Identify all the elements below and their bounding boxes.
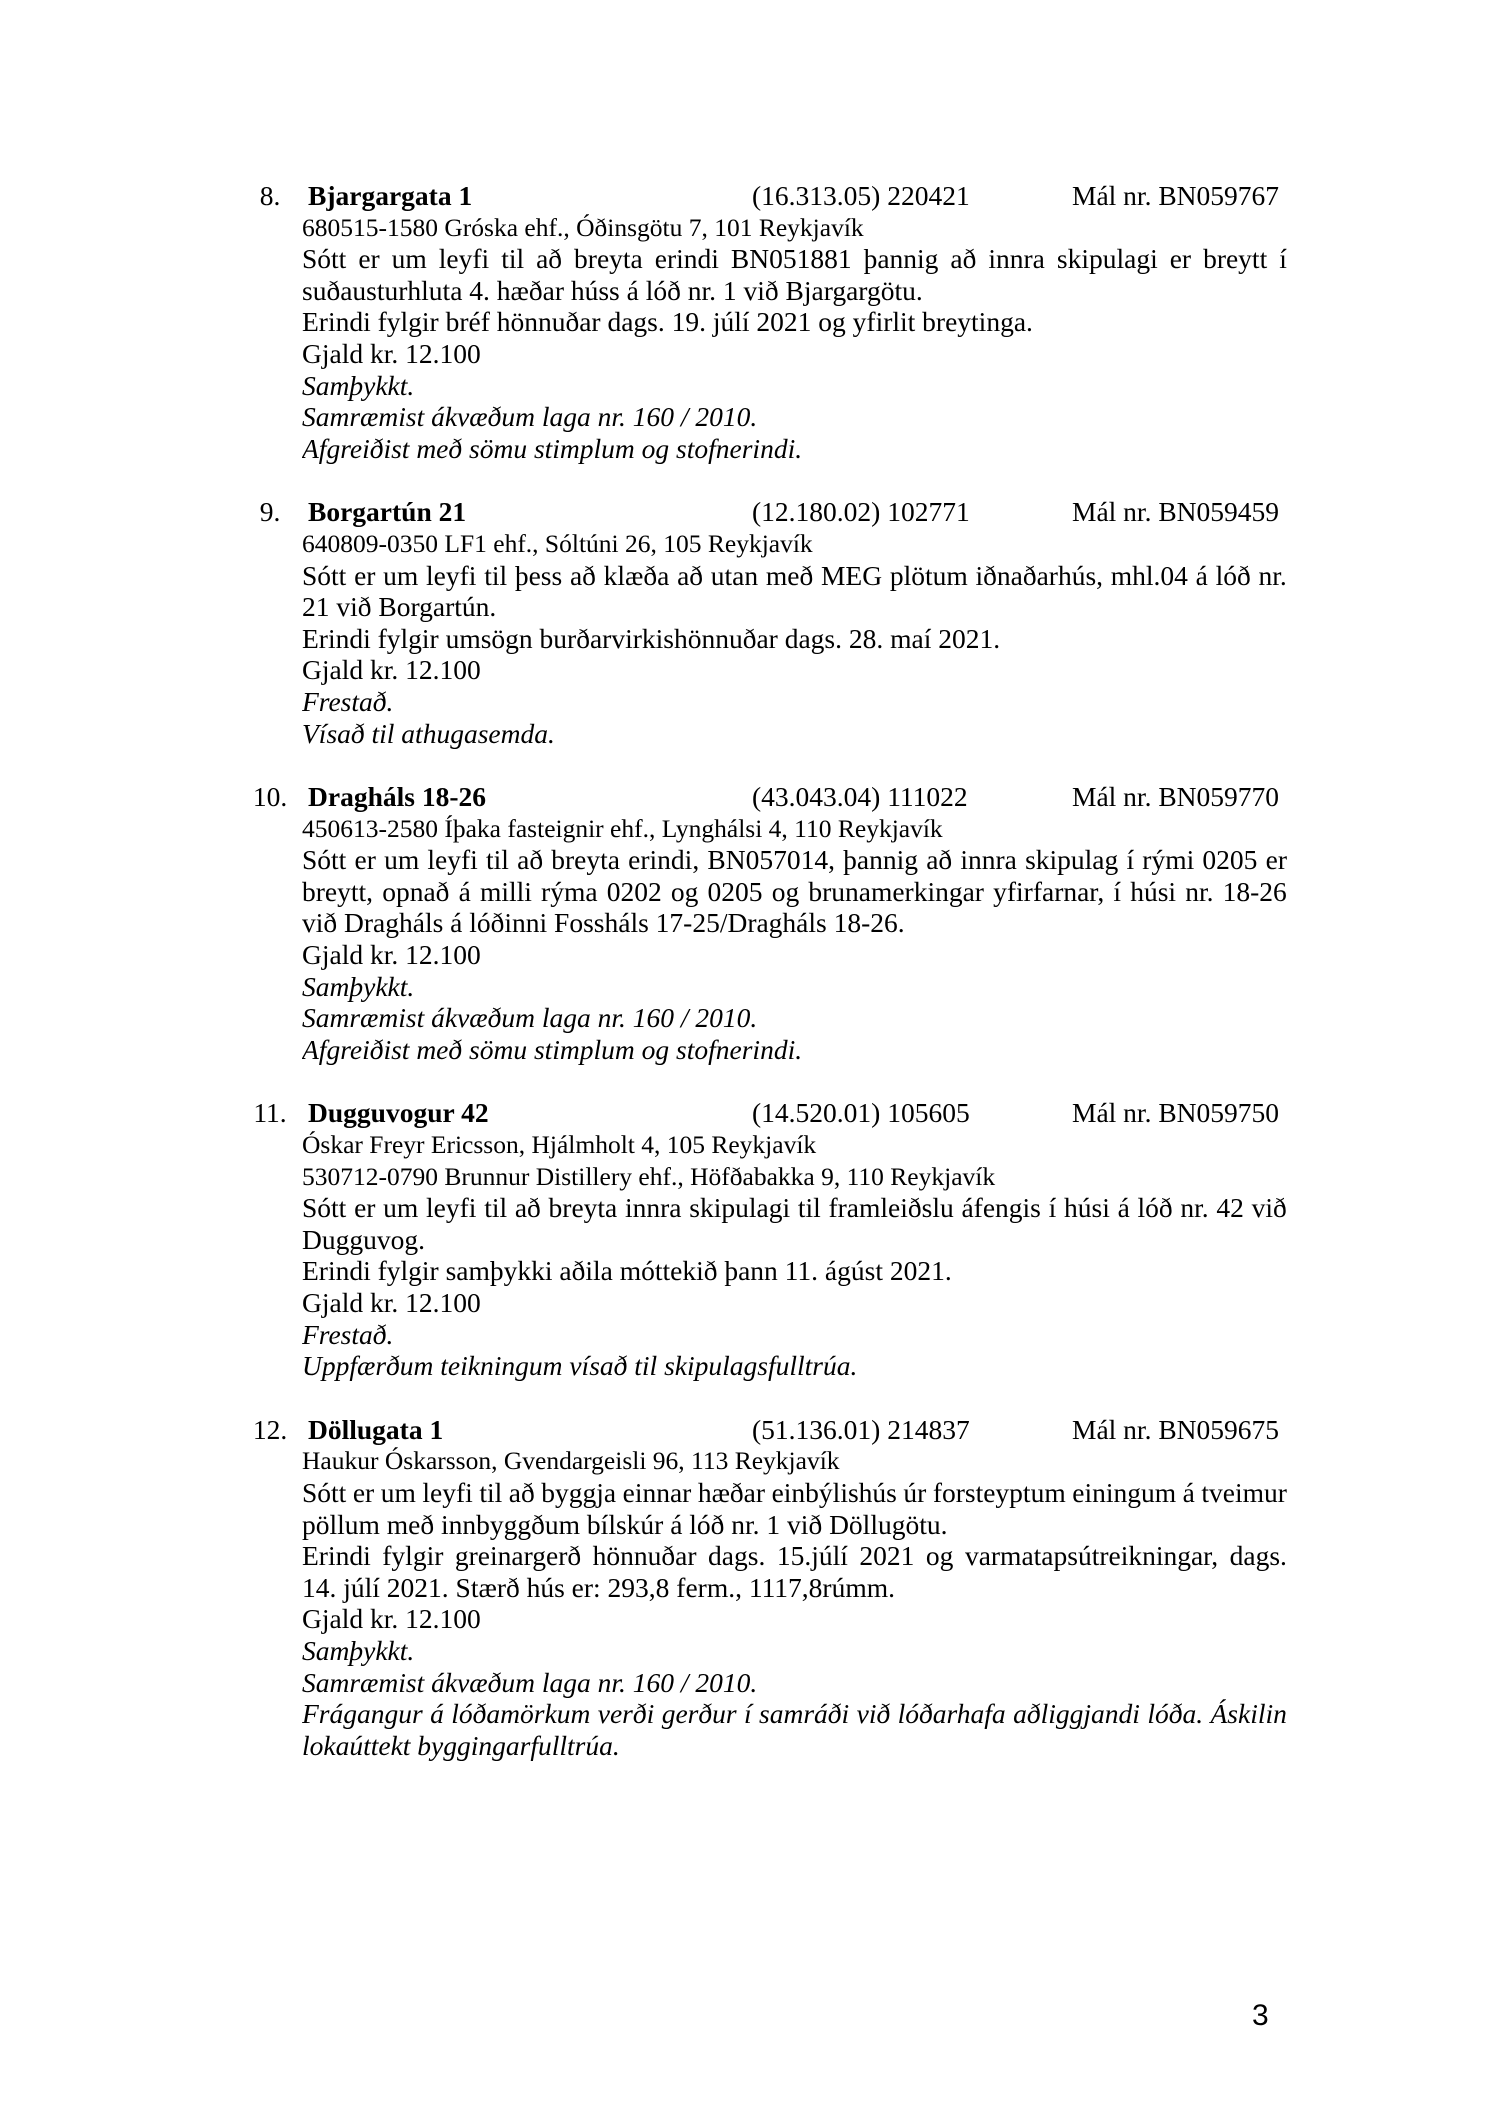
item-case-number: Mál nr. BN059459 bbox=[1072, 496, 1280, 528]
agenda-item bbox=[238, 1097, 1300, 1381]
item-text-line: Erindi fylgir greinargerð hönnuðar dags. 15.júlí 2021 og varmatapsútreikningar, dags. bbox=[302, 1540, 1287, 1572]
item-text-line: Erindi fylgir umsögn burðarvirkishönnuðar dags. 28. maí 2021. bbox=[302, 622, 1001, 654]
item-text-line: Gjald kr. 12.100 bbox=[302, 1287, 481, 1318]
item-case-number: Mál nr. BN059770 bbox=[1072, 781, 1280, 813]
item-header bbox=[238, 496, 1300, 528]
item-text-line: 450613-2580 Íþaka fasteignir ehf., Lynghálsi 4, 110 Reykjavík bbox=[302, 813, 943, 843]
item-text-line: 680515-1580 Gróska ehf., Óðinsgötu 7, 101 Reykjavík bbox=[302, 212, 864, 242]
item-text-line: Sótt er um leyfi til að breyta erindi BN051881 þannig að innra skipulagi er breytt í bbox=[302, 243, 1287, 275]
item-text-line: Sótt er um leyfi til að breyta innra skipulagi til framleiðslu áfengis í húsi á lóð nr. 42 við bbox=[302, 1192, 1287, 1224]
item-text-line: Gjald kr. 12.100 bbox=[302, 654, 481, 686]
item-header bbox=[238, 1097, 1300, 1129]
item-text-line: breytt, opnað á milli rýma 0202 og 0205 og brunamerkingar yfirfarnar, í húsi nr. 18-26 bbox=[302, 875, 1287, 907]
item-address: Dugguvogur 42 bbox=[308, 1097, 489, 1129]
item-text-line: Sótt er um leyfi til að byggja einnar hæðar einbýlishús úr forsteyptum einingum á tveimur bbox=[302, 1476, 1287, 1508]
item-body bbox=[302, 1445, 1287, 1761]
item-number: 8. bbox=[259, 180, 281, 211]
agenda-item bbox=[238, 781, 1300, 1065]
item-text-line: við Dragháls á lóðinni Fossháls 17-25/Dragháls 18-26. bbox=[302, 907, 905, 939]
item-plot-ref: (12.180.02) 102771 bbox=[752, 496, 970, 528]
agenda-item bbox=[238, 496, 1300, 749]
page-number: 3 bbox=[1252, 1999, 1269, 2032]
item-text-line: Erindi fylgir samþykki aðila móttekið þann 11. ágúst 2021. bbox=[302, 1255, 952, 1287]
item-text-line: Gjald kr. 12.100 bbox=[302, 337, 481, 369]
item-address: Bjargargata 1 bbox=[308, 180, 473, 211]
item-text-line: suðausturhluta 4. hæðar húss á lóð nr. 1 við Bjargargötu. bbox=[302, 274, 923, 306]
item-body bbox=[302, 1129, 1287, 1382]
agenda-item bbox=[238, 1414, 1300, 1762]
item-plot-ref: (16.313.05) 220421 bbox=[752, 180, 970, 211]
item-text-line: Samþykkt. bbox=[302, 1634, 415, 1666]
item-text-line: 21 við Borgartún. bbox=[302, 591, 497, 623]
item-number: 12. bbox=[252, 1413, 288, 1445]
item-number: 9. bbox=[259, 496, 281, 528]
item-text-line: Samþykkt. bbox=[302, 369, 415, 401]
item-plot-ref: (51.136.01) 214837 bbox=[752, 1413, 970, 1445]
item-case-number: Mál nr. BN059675 bbox=[1072, 1413, 1280, 1445]
item-text-line: Frestað. bbox=[302, 685, 394, 717]
item-text-line: Gjald kr. 12.100 bbox=[302, 939, 481, 971]
item-address: Dragháls 18-26 bbox=[308, 781, 486, 813]
item-text-line: Samræmist ákvæðum laga nr. 160 / 2010. bbox=[302, 1002, 758, 1034]
item-text-line: Samræmist ákvæðum laga nr. 160 / 2010. bbox=[302, 1666, 758, 1698]
agenda-item-list bbox=[238, 180, 1300, 1793]
item-case-number: Mál nr. BN059767 bbox=[1072, 180, 1280, 211]
item-text-line: Gjald kr. 12.100 bbox=[302, 1603, 481, 1635]
item-plot-ref: (43.043.04) 111022 bbox=[752, 781, 968, 813]
item-text-line: pöllum með innbyggðum bílskúr á lóð nr. 1 við Döllugötu. bbox=[302, 1508, 948, 1540]
item-text-line: 530712-0790 Brunnur Distillery ehf., Höfðabakka 9, 110 Reykjavík bbox=[302, 1161, 996, 1191]
item-header bbox=[238, 781, 1300, 813]
item-text-line: lokaúttekt byggingarfulltrúa. bbox=[302, 1729, 620, 1761]
item-text-line: Afgreiðist með sömu stimplum og stofnerindi. bbox=[302, 1033, 803, 1065]
item-text-line: Samþykkt. bbox=[302, 970, 415, 1002]
item-text-line: Haukur Óskarsson, Gvendargeisli 96, 113 Reykjavík bbox=[302, 1446, 840, 1476]
item-text-line: Sótt er um leyfi til að breyta erindi, BN057014, þannig að innra skipulag í rými 0205 er bbox=[302, 844, 1287, 876]
item-text-line: Frágangur á lóðamörkum verði gerður í samráði við lóðarhafa aðliggjandi lóða. Áskilin bbox=[302, 1698, 1287, 1730]
item-body bbox=[302, 813, 1287, 1066]
item-case-number: Mál nr. BN059750 bbox=[1072, 1097, 1280, 1129]
item-text-line: 14. júlí 2021. Stærð hús er: 293,8 ferm., 1117,8rúmm. bbox=[302, 1571, 895, 1603]
item-text-line: 640809-0350 LF1 ehf., Sóltúni 26, 105 Reykjavík bbox=[302, 528, 813, 558]
item-header bbox=[238, 1414, 1300, 1446]
item-text-line: Frestað. bbox=[302, 1318, 394, 1350]
item-text-line: Dugguvog. bbox=[302, 1223, 425, 1255]
item-text-line: Vísað til athugasemda. bbox=[302, 717, 555, 749]
item-text-line: Óskar Freyr Ericsson, Hjálmholt 4, 105 Reykjavík bbox=[302, 1130, 817, 1160]
item-text-line: Afgreiðist með sömu stimplum og stofnerindi. bbox=[302, 432, 803, 464]
item-number: 10. bbox=[252, 781, 288, 813]
item-number: 11. bbox=[253, 1097, 287, 1129]
item-address: Döllugata 1 bbox=[308, 1413, 444, 1445]
item-plot-ref: (14.520.01) 105605 bbox=[752, 1097, 970, 1129]
item-text-line: Erindi fylgir bréf hönnuðar dags. 19. júlí 2021 og yfirlit breytinga. bbox=[302, 306, 1033, 338]
item-text-line: Uppfærðum teikningum vísað til skipulagsfulltrúa. bbox=[302, 1350, 858, 1382]
item-body bbox=[302, 212, 1287, 465]
item-body bbox=[302, 528, 1287, 749]
item-text-line: Samræmist ákvæðum laga nr. 160 / 2010. bbox=[302, 401, 758, 433]
item-text-line: Sótt er um leyfi til þess að klæða að utan með MEG plötum iðnaðarhús, mhl.04 á lóð nr. bbox=[302, 559, 1287, 591]
item-address: Borgartún 21 bbox=[308, 496, 467, 528]
agenda-item bbox=[238, 180, 1300, 464]
item-header bbox=[238, 180, 1300, 212]
